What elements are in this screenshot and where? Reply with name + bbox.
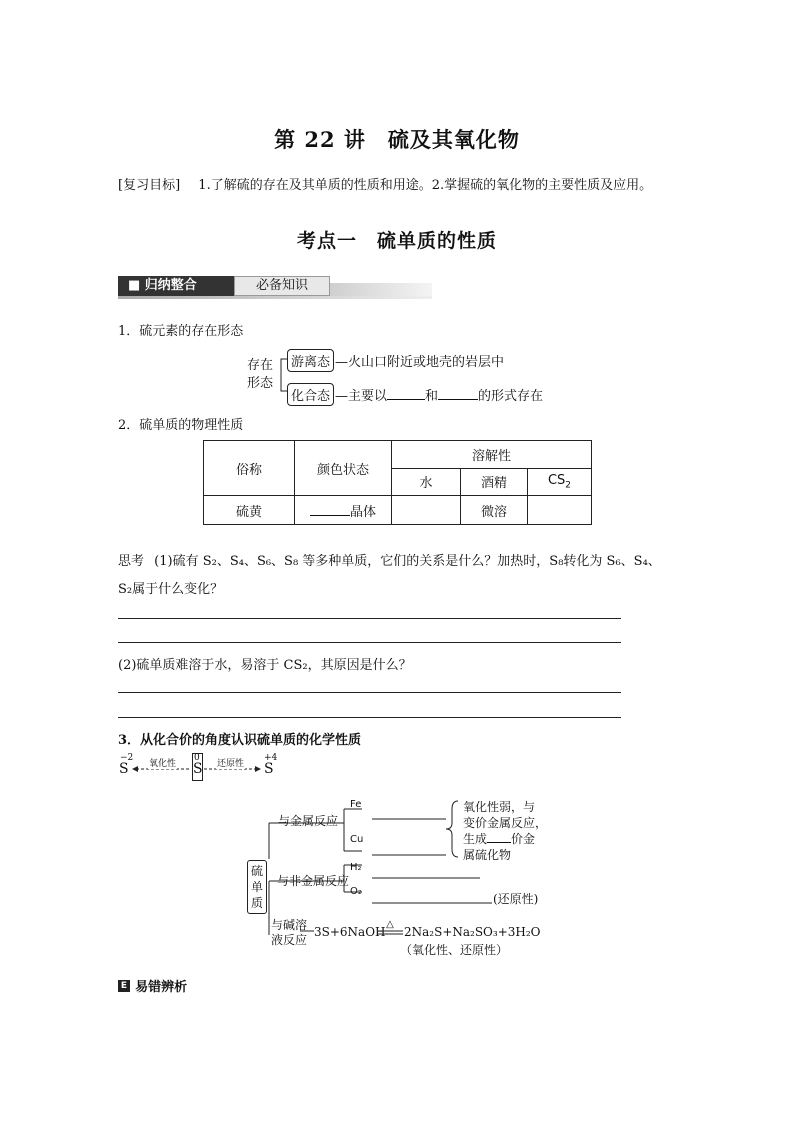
banner-tab-knowledge: 必备知识 xyxy=(234,276,330,296)
banner-tab-summary: ■ 归纳整合 xyxy=(118,276,234,296)
metal-note xyxy=(463,799,547,863)
td-color-text: 晶体 xyxy=(349,504,376,520)
think-q2: (2)硫单质难溶于水，易溶于 CS₂，其原因是什么？ xyxy=(118,658,412,673)
metal-note-3a: 生成 xyxy=(463,832,488,846)
error-analysis-icon: E xyxy=(118,980,130,992)
o2-note: (还原性) xyxy=(493,892,539,906)
reactant-h2: H₂ xyxy=(350,862,362,873)
error-analysis-heading xyxy=(118,975,187,995)
metal-note-line1: 氧化性弱，与 xyxy=(463,800,536,814)
combined-pre: 主要以 xyxy=(348,389,388,404)
root-sulfur-box xyxy=(247,860,267,914)
sulfur-minus2: S xyxy=(119,761,129,777)
review-text: 1.了解硫的存在及其单质的性质和用途。2.掌握硫的氧化物的主要性质及应用。 xyxy=(198,178,653,193)
existence-label-line1: 存在 xyxy=(247,358,274,373)
combined-post: 的形式存在 xyxy=(478,389,544,404)
root-sulfur-text: 硫单质 xyxy=(250,864,263,910)
valence-minus2: −2 xyxy=(120,753,134,763)
sulfur-plus4: S xyxy=(264,761,274,777)
base-arrow xyxy=(300,924,314,938)
think-q1 xyxy=(118,550,661,569)
item1-heading: 1．硫元素的存在形态 xyxy=(118,324,244,339)
banner-fade xyxy=(330,283,432,296)
physical-properties-table xyxy=(203,440,592,525)
metal-note-line2: 变价金属反应， xyxy=(463,816,548,830)
combined-state-box: 化合态 xyxy=(287,383,334,406)
td-alcohol: 微溶 xyxy=(461,496,528,525)
existence-label-line2: 形态 xyxy=(247,376,274,391)
metal-note-line4: 属硫化物 xyxy=(463,848,512,862)
th-solubility: 溶解性 xyxy=(392,441,592,469)
think-label: 思考 xyxy=(118,554,145,569)
th-common-name: 俗称 xyxy=(204,441,295,496)
td-water xyxy=(392,496,461,525)
th-alcohol: 酒精 xyxy=(461,468,528,496)
blank-color xyxy=(310,503,350,516)
th-cs2 xyxy=(528,468,592,496)
answer-line xyxy=(118,692,621,693)
sulfur-zero: S xyxy=(193,761,203,777)
banner-underline xyxy=(118,296,432,299)
page-title: 第 22 讲 硫及其氧化物 xyxy=(274,127,520,152)
section-banner xyxy=(118,276,432,300)
free-state-text: —火山口附近或地壳的岩层中 xyxy=(335,355,505,370)
answer-line xyxy=(118,642,621,643)
free-state-box: 游离态 xyxy=(287,349,334,372)
equation-note: （氧化性、还原性） xyxy=(400,943,509,957)
combined-state-text: —主要以 和 的形式存在 xyxy=(335,389,544,404)
equation-left: 3S+6NaOH xyxy=(314,925,386,939)
equation-equals xyxy=(377,930,403,936)
blank-2 xyxy=(438,387,478,400)
item3-heading: 3．从化合价的角度认识硫单质的化学性质 xyxy=(118,733,362,748)
reactant-cu: Cu xyxy=(350,834,364,845)
th-water: 水 xyxy=(392,468,461,496)
valence-zero: 0 xyxy=(194,753,200,763)
valence-plus4: +4 xyxy=(264,753,278,763)
review-label: [复习目标] xyxy=(118,178,181,193)
label-reducing: 还原性 xyxy=(216,756,245,769)
equation-condition: △ xyxy=(386,919,394,930)
answer-line xyxy=(118,618,621,619)
branch-nonmetal: 与非金属反应 xyxy=(277,874,350,888)
equation-right: 2Na₂S+Na₂SO₃+3H₂O xyxy=(404,925,541,939)
reactant-fe: Fe xyxy=(350,799,362,810)
combined-and: 和 xyxy=(425,389,439,404)
existence-label xyxy=(247,357,273,393)
td-cs2 xyxy=(528,496,592,525)
blank-valence xyxy=(487,831,511,843)
td-color xyxy=(295,496,392,525)
td-name: 硫黄 xyxy=(204,496,295,525)
free-state-desc: 火山口附近或地壳的岩层中 xyxy=(348,355,505,370)
metal-note-3b: 价金 xyxy=(511,832,536,846)
th-cs2-text: CS xyxy=(547,472,566,488)
label-oxidizing: 氧化性 xyxy=(148,756,177,769)
item2-heading: 2．硫单质的物理性质 xyxy=(118,418,244,433)
branch-metal: 与金属反应 xyxy=(278,814,339,828)
th-cs2-sub: 2 xyxy=(565,480,572,491)
branch-base-line2: 液反应 xyxy=(271,933,308,947)
th-color-state: 颜色状态 xyxy=(295,441,392,496)
blank-1 xyxy=(387,387,425,400)
reactant-o2: O₂ xyxy=(350,886,362,897)
review-objectives xyxy=(118,174,652,193)
think-q1-line2: S₂属于什么变化？ xyxy=(118,582,224,597)
error-analysis-label: 易错辨析 xyxy=(135,980,188,995)
answer-line xyxy=(118,717,621,718)
branch-base-line1: 与碱溶 xyxy=(271,918,308,932)
think-q1-line1: (1)硫有 S₂、S₄、S₆、S₈ 等多种单质，它们的关系是什么？加热时，S₈转化为 S₆、S₄、 xyxy=(154,554,661,569)
metal-note-line3 xyxy=(463,831,547,847)
section-title: 考点一 硫单质的性质 xyxy=(296,230,497,252)
